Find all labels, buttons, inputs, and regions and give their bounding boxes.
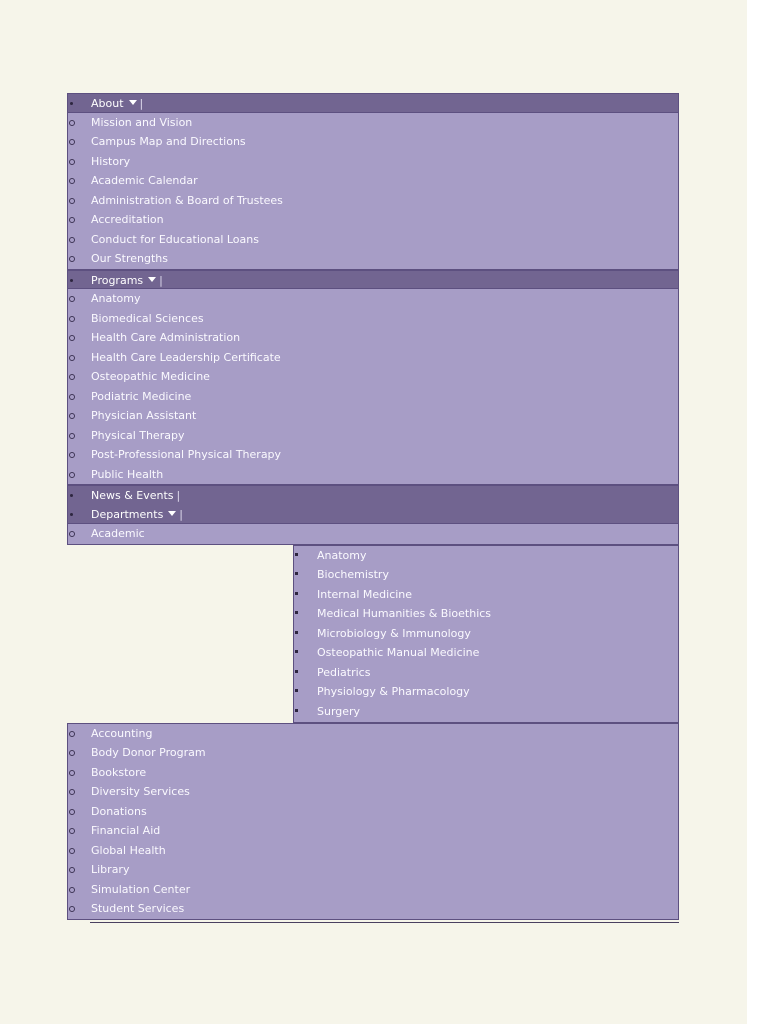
- submenu-item[interactable]: [68, 113, 678, 133]
- about-submenu: [67, 113, 679, 270]
- circle-bullet-icon: [69, 237, 75, 243]
- square-bullet-icon: [295, 689, 298, 692]
- submenu-item[interactable]: [68, 249, 678, 269]
- nav-item-news-events[interactable]: [67, 485, 679, 505]
- circle-bullet-icon: [69, 178, 75, 184]
- submenu-item[interactable]: [68, 171, 678, 191]
- submenu-item-label: Health Care Leadership Certificate: [91, 350, 281, 364]
- flyout-item[interactable]: [294, 604, 678, 624]
- flyout-item[interactable]: [294, 643, 678, 663]
- flyout-item[interactable]: [294, 624, 678, 644]
- submenu-item[interactable]: [68, 328, 678, 348]
- submenu-item-label: Surgery: [317, 704, 361, 718]
- footer-divider: [90, 922, 679, 923]
- submenu-item-label: Donations: [91, 804, 147, 818]
- submenu-item-label: Library: [91, 863, 130, 876]
- square-bullet-icon: [295, 631, 298, 634]
- submenu-item-label: Public Health: [91, 467, 164, 481]
- circle-bullet-icon: [69, 198, 75, 204]
- submenu-item[interactable]: [68, 309, 678, 329]
- submenu-item[interactable]: [68, 860, 678, 880]
- circle-bullet-icon: [69, 335, 75, 341]
- submenu-item[interactable]: [68, 821, 678, 841]
- submenu-item-label: Physiology & Pharmacology: [317, 685, 470, 698]
- circle-bullet-icon: [69, 394, 75, 400]
- submenu-item[interactable]: [68, 802, 678, 822]
- nav-item-programs[interactable]: [67, 270, 679, 290]
- circle-bullet-icon: [69, 731, 75, 737]
- submenu-item-academic[interactable]: [68, 524, 678, 544]
- square-bullet-icon: [295, 650, 298, 653]
- circle-bullet-icon: [69, 887, 75, 893]
- circle-bullet-icon: [69, 159, 75, 165]
- submenu-item-label: Global Health: [91, 843, 166, 857]
- circle-bullet-icon: [69, 809, 75, 815]
- submenu-item-label: Post-Professional Physical Therapy: [91, 448, 282, 461]
- submenu-item-label: Biomedical Sciences: [91, 311, 204, 325]
- submenu-item[interactable]: [68, 724, 678, 744]
- circle-bullet-icon: [69, 374, 75, 380]
- submenu-item[interactable]: [68, 445, 678, 465]
- flyout-item[interactable]: [294, 663, 678, 683]
- submenu-item-label: Medical Humanities & Bioethics: [317, 607, 492, 620]
- submenu-item[interactable]: [68, 210, 678, 230]
- circle-bullet-icon: [69, 256, 75, 262]
- circle-bullet-icon: [69, 217, 75, 223]
- disc-bullet-icon: [70, 494, 73, 497]
- square-bullet-icon: [295, 611, 298, 614]
- submenu-item-label: Biochemistry: [317, 568, 389, 581]
- flyout-item[interactable]: [294, 546, 678, 566]
- submenu-item-label: Physical Therapy: [91, 428, 185, 442]
- nav-item-departments-label: Departments: [91, 507, 164, 521]
- submenu-item-label: Our Strengths: [91, 252, 168, 265]
- departments-submenu: [67, 723, 679, 920]
- academic-departments-flyout: [293, 545, 679, 723]
- submenu-item-label: Osteopathic Manual Medicine: [317, 646, 480, 659]
- flyout-item[interactable]: [294, 565, 678, 585]
- programs-submenu: [67, 289, 679, 485]
- square-bullet-icon: [295, 709, 298, 712]
- submenu-item-label: Simulation Center: [91, 882, 191, 896]
- circle-bullet-icon: [69, 848, 75, 854]
- submenu-item-label: Accreditation: [91, 213, 164, 226]
- caret-down-icon[interactable]: [129, 100, 137, 105]
- submenu-item-label: Microbiology & Immunology: [317, 626, 471, 640]
- submenu-item[interactable]: [68, 132, 678, 152]
- submenu-item-label: Academic: [91, 527, 145, 540]
- circle-bullet-icon: [69, 531, 75, 537]
- circle-bullet-icon: [69, 750, 75, 756]
- submenu-item-label: Mission and Vision: [91, 115, 193, 129]
- submenu-item-label: Podiatric Medicine: [91, 389, 192, 403]
- submenu-item-label: Pediatrics: [317, 665, 371, 679]
- circle-bullet-icon: [69, 433, 75, 439]
- circle-bullet-icon: [69, 770, 75, 776]
- submenu-item-label: History: [91, 154, 131, 168]
- circle-bullet-icon: [69, 316, 75, 322]
- circle-bullet-icon: [69, 472, 75, 478]
- submenu-item-label: Conduct for Educational Loans: [91, 232, 259, 246]
- submenu-item-label: Administration & Board of Trustees: [91, 193, 283, 207]
- submenu-item[interactable]: [68, 406, 678, 426]
- submenu-item[interactable]: [68, 763, 678, 783]
- disc-bullet-icon: [70, 102, 73, 105]
- submenu-item[interactable]: [68, 465, 678, 485]
- departments-academic-submenu: [67, 524, 679, 545]
- submenu-item[interactable]: [68, 367, 678, 387]
- caret-down-icon[interactable]: [148, 277, 156, 282]
- submenu-item[interactable]: [68, 782, 678, 802]
- flyout-item[interactable]: [294, 682, 678, 702]
- nav-separator: |: [139, 97, 144, 110]
- nav-item-departments[interactable]: [67, 505, 679, 525]
- submenu-item-label: Anatomy: [317, 548, 367, 562]
- nav-separator: |: [179, 507, 184, 521]
- submenu-item-label: Academic Calendar: [91, 174, 198, 187]
- circle-bullet-icon: [69, 413, 75, 419]
- submenu-item-label: Student Services: [91, 902, 185, 915]
- flyout-item[interactable]: [294, 585, 678, 605]
- nav-item-about[interactable]: [67, 93, 679, 113]
- square-bullet-icon: [295, 572, 298, 575]
- nav-item-programs-label: Programs: [91, 273, 144, 287]
- submenu-item[interactable]: [68, 191, 678, 211]
- submenu-item[interactable]: [68, 230, 678, 250]
- nav-item-about-label: About: [91, 97, 124, 110]
- flyout-item[interactable]: [294, 702, 678, 722]
- submenu-item-label: Campus Map and Directions: [91, 135, 246, 148]
- circle-bullet-icon: [69, 296, 75, 302]
- nav-separator: |: [159, 273, 163, 287]
- submenu-item[interactable]: [68, 348, 678, 368]
- submenu-item[interactable]: [68, 841, 678, 861]
- submenu-item-label: Financial Aid: [91, 824, 161, 837]
- submenu-item-label: Diversity Services: [91, 785, 190, 798]
- submenu-item-label: Osteopathic Medicine: [91, 370, 210, 383]
- submenu-item[interactable]: [68, 152, 678, 172]
- submenu-item-label: Health Care Administration: [91, 331, 241, 344]
- caret-down-icon[interactable]: [168, 511, 176, 516]
- submenu-item-label: Anatomy: [91, 292, 141, 305]
- nav-separator: |: [176, 489, 181, 502]
- submenu-item-label: Accounting: [91, 726, 153, 740]
- circle-bullet-icon: [69, 867, 75, 873]
- circle-bullet-icon: [69, 120, 75, 126]
- main-nav-menu: [67, 93, 679, 920]
- submenu-item[interactable]: [68, 426, 678, 446]
- circle-bullet-icon: [69, 906, 75, 912]
- academic-flyout-wrapper: [67, 545, 679, 723]
- submenu-item-label: Bookstore: [91, 765, 147, 779]
- square-bullet-icon: [295, 592, 298, 595]
- submenu-item[interactable]: [68, 880, 678, 900]
- submenu-item-label: Physician Assistant: [91, 409, 197, 422]
- circle-bullet-icon: [69, 828, 75, 834]
- nav-item-news-events-label: News & Events: [91, 489, 174, 502]
- disc-bullet-icon: [70, 513, 73, 516]
- circle-bullet-icon: [69, 789, 75, 795]
- square-bullet-icon: [295, 553, 298, 556]
- circle-bullet-icon: [69, 452, 75, 458]
- submenu-item-label: Internal Medicine: [317, 587, 413, 601]
- submenu-item[interactable]: [68, 743, 678, 763]
- submenu-item[interactable]: [68, 387, 678, 407]
- square-bullet-icon: [295, 670, 298, 673]
- disc-bullet-icon: [70, 279, 73, 282]
- submenu-item[interactable]: [68, 899, 678, 919]
- submenu-item-label: Body Donor Program: [91, 746, 206, 759]
- circle-bullet-icon: [69, 139, 75, 145]
- circle-bullet-icon: [69, 355, 75, 361]
- submenu-item[interactable]: [68, 289, 678, 309]
